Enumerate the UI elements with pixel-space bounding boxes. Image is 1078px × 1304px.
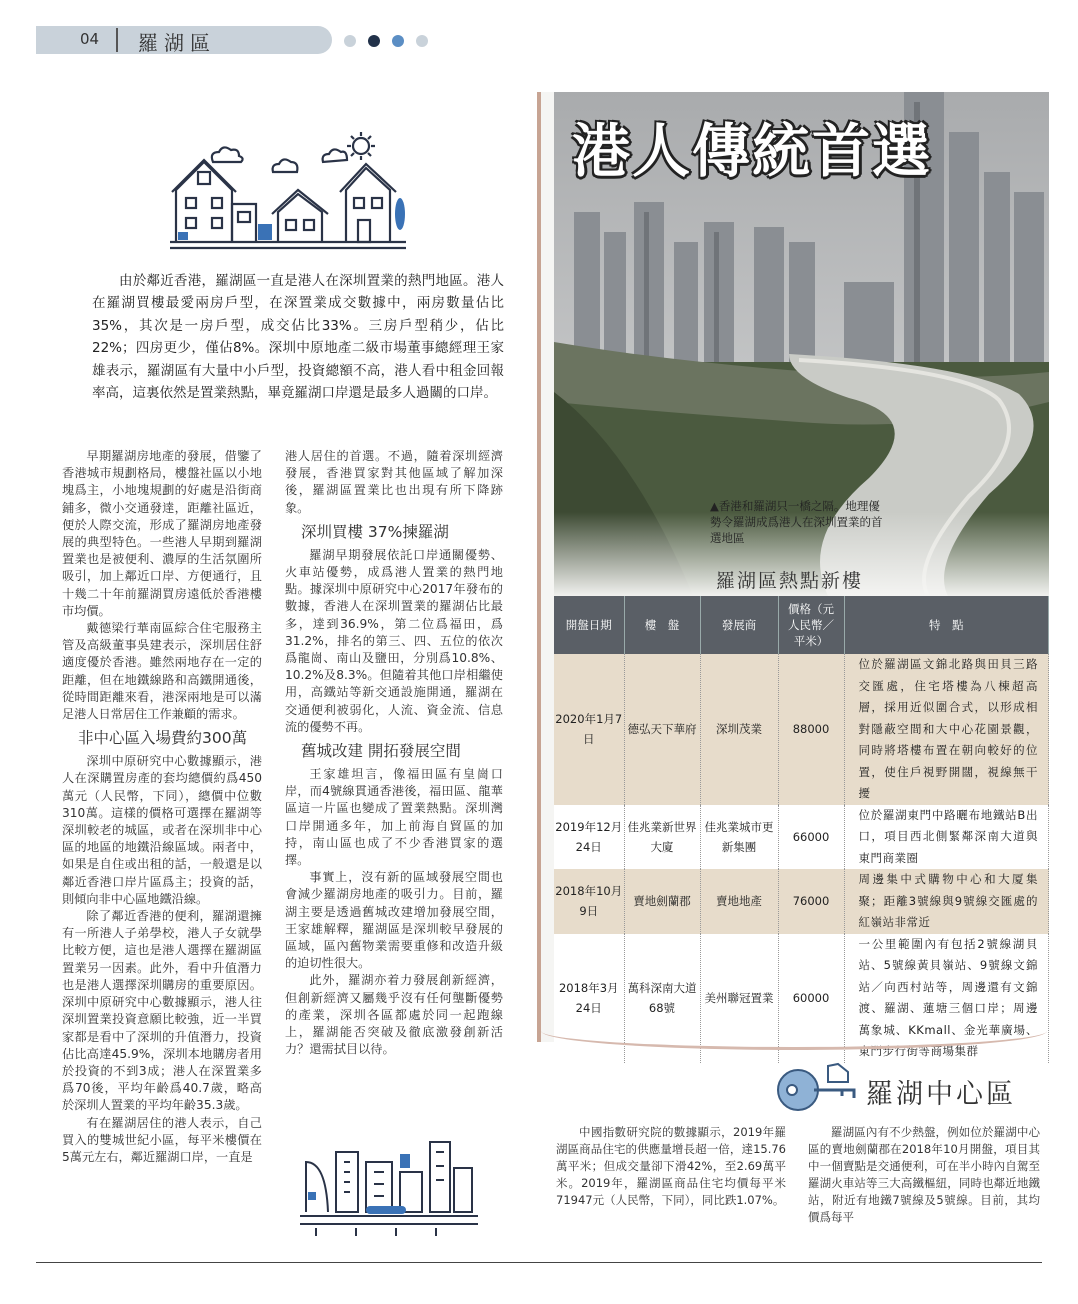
table-cell-developer: 佳兆業城市更新集團	[700, 805, 778, 870]
paragraph: 戴德梁行華南區綜合住宅服務主管及高級董事吳建表示，深圳居住舒適度優於香港。雖然兩地存在一定的距離，但在地鐵線路和高鐵開通後，從時間距離來看，港深兩地是可以滿足港人日常居住工作兼顧的需求。	[62, 621, 262, 722]
paragraph: 此外，羅湖亦着力發展創新經濟，但創新經濟又屬幾乎沒有任何壟斷優勢的產業，深圳各區都處於同一起跑線上，羅湖能否突破及徹底激發創新活力？還需拭目以待。	[285, 973, 503, 1057]
table-cell-property: 賣地劍蘭郡	[624, 869, 700, 934]
article-column-2	[285, 448, 503, 1059]
paragraph: 中國指數研究院的數據顯示，2019年羅湖區商品住宅的供應量增長超一倍，達15.76萬平米；但成交量卻下滑42%，至2.69萬平米。2019年，羅湖區商品住宅均價每平米71947元（人民幣，下同），同比跌1.07%。	[556, 1125, 786, 1207]
hot-property-table	[554, 596, 1049, 1063]
page-number: 04	[80, 30, 100, 48]
subheading: 舊城改建 開拓發展空間	[301, 742, 461, 761]
table-cell-date: 2020年1月7日	[554, 654, 624, 805]
table-cell-property: 萬科深南大道68號	[624, 934, 700, 1063]
page-bottom-rule	[36, 1262, 1042, 1263]
city-illustration	[296, 1132, 482, 1236]
houses-illustration	[168, 132, 408, 257]
article-column-1	[62, 448, 262, 1166]
table-cell-features: 位於羅湖東門中路曬布地鐵站B出口，項目西北側緊鄰深南大道與東門商業圈	[844, 805, 1049, 870]
header-dot	[416, 35, 428, 47]
paragraph: 王家雄坦言，像福田區有皇崗口岸，而4號線貫通香港後，福田區、龍華區這一片區也變成了置業熱點。深圳灣口岸開通多年，加上前海自貿區的加持，南山區也成了不少香港買家的選擇。	[285, 767, 503, 868]
table-row	[554, 869, 1049, 934]
table-cell-price: 66000	[778, 805, 844, 870]
table-cell-developer: 美州聯冠置業	[700, 934, 778, 1063]
table-cell-price: 88000	[778, 654, 844, 805]
table-cell-features: 位於羅湖區文錦北路與田貝三路交匯處，住宅塔樓為八棟超高層，採用近似圍合式，以形成相對隱蔽空間和大中心花園景觀，同時將塔樓布置在朝向較好的位置，使住戶視野開闊，視線無干擾	[844, 654, 1049, 805]
paragraph: 事實上，沒有新的區域發展空間也會減少羅湖房地產的吸引力。目前，羅湖主要是透過舊城改建增加發展空間，王家雄解釋，羅湖區是深圳較早發展的區域，區內舊物業需要重修和改造升級的迫切性很大。	[285, 870, 503, 971]
key-section-title: 羅湖中心區	[866, 1079, 1016, 1110]
paragraph: 早期羅湖房地產的發展，借鑒了香港城市規劃格局，樓盤社區以小地塊爲主，小地塊規劃的好處是沿街商鋪多，微小交通發達，距離社區近，便於人際交流，形成了羅湖房地產發展的典型特色。一些港人早期到羅湖置業也是被便利、濃厚的生活氛圍所吸引，加上鄰近口岸、方便通行，且十幾二十年前羅湖買房遠低於香港樓市均價。	[62, 449, 262, 618]
table-row	[554, 654, 1049, 805]
header-dot	[392, 35, 404, 47]
table-cell-price: 76000	[778, 869, 844, 934]
paragraph: 羅湖早期發展依託口岸通關優勢、火車站優勢，成爲港人置業的熱門地點。據深圳中原研究中心2017年發布的數據，香港人在深圳置業的羅湖佔比最多，達到36.9%，第二位爲福田，爲31.2%，排名的第三、四、五位的依次爲龍崗、南山及鹽田，分別爲10.8%、10.2%及8.3%。但隨着其他口岸相繼使用，高鐵站等新交通設施開通，羅湖在交通便利被弱化，人流、資金流、信息流的優勢不再。	[285, 547, 503, 734]
panel-accent-rule	[537, 92, 541, 1042]
key-section-left	[556, 1124, 786, 1209]
table-cell-property: 佳兆業新世界大廈	[624, 805, 700, 870]
key-icon	[776, 1062, 862, 1112]
photo-caption: ▲香港和羅湖只一橋之隔。地理優勢令羅湖成爲港人在深圳置業的首選地區	[710, 499, 883, 545]
table-cell-property: 德弘天下華府	[624, 654, 700, 805]
table-cell-date: 2018年3月24日	[554, 934, 624, 1063]
column-header: 價格（元人民幣／平米）	[778, 596, 844, 654]
key-section-right	[808, 1124, 1040, 1226]
lead-paragraph: 由於鄰近香港，羅湖區一直是港人在深圳置業的熱門地區。港人在羅湖買樓最愛兩房戶型，在深置業成交數據中，兩房數量佔比35%，其次是一房戶型，成交佔比33%。三房戶型稍少，佔比22%；四房更少，僅佔8%。深圳中原地產二級市場董事總經理王家雄表示，羅湖區有大量中小戶型，投資總額不高，港人看中租金回報率高，這裏依然是置業熱點，畢竟羅湖口岸還是最多人過關的口岸。	[92, 273, 504, 402]
subheading: 非中心區入場費約300萬	[78, 729, 248, 748]
table-header-row	[554, 596, 1049, 654]
header-divider	[116, 28, 118, 52]
table-cell-developer: 賣地地產	[700, 869, 778, 934]
column-header: 發展商	[700, 596, 778, 654]
header-dot	[368, 35, 380, 47]
section-title: 羅湖區	[138, 31, 216, 55]
paragraph: 羅湖區內有不少熱盤，例如位於羅湖中心區的賣地劍蘭郡在2018年10月開盤，項目其中一個賣點是交通便利，可在半小時內自駕至羅湖火車站等三大高鐵樞紐，同時也鄰近地鐵站，附近有地鐵7號線及5號線。目前，其均價爲每平	[808, 1125, 1040, 1224]
header-dot	[344, 35, 356, 47]
column-header: 開盤日期	[554, 596, 624, 654]
paragraph: 港人居住的首選。不過，隨着深圳經濟發展，香港買家對其他區域了解加深後，羅湖區置業比也出現有所下降跡象。	[285, 449, 503, 515]
column-header: 樓 盤	[624, 596, 700, 654]
column-header: 特 點	[844, 596, 1049, 654]
table-cell-date: 2019年12月24日	[554, 805, 624, 870]
table-cell-features: 周邊集中式購物中心和大厦集聚；距離3號線與9號線交匯處的紅嶺站非常近	[844, 869, 1049, 934]
panel-curve-decoration	[541, 1012, 1047, 1050]
table-cell-date: 2018年10月9日	[554, 869, 624, 934]
subheading: 深圳買樓 37%揀羅湖	[301, 522, 449, 541]
table-cell-features: 一公里範圍內有包括2號線湖貝站、5號線黃貝嶺站、9號線文錦站／向西村站等，周邊還有文錦渡、羅湖、蓮塘三個口岸；周邊萬象城、KKmall、金光華廣場、東門步行街等商場集群	[844, 934, 1049, 1063]
headline: 港人傳統首選	[572, 117, 933, 185]
paragraph: 有在羅湖居住的港人表示，自己買入的雙城世紀小區，每平米樓價在5萬元左右，鄰近羅湖口岸，一直是	[62, 1115, 262, 1164]
table-title: 羅湖區熱點新樓	[716, 570, 864, 592]
table-cell-developer: 深圳茂業	[700, 654, 778, 805]
table-row	[554, 805, 1049, 870]
paragraph: 深圳中原研究中心數據顯示，港人在深購置房產的套均總價約爲450萬元（人民幣，下同），總價中位數310萬。這樣的價格可選擇在羅湖等深圳較老的城區，或者在深圳非中心區的地區的地鐵沿線區域。兩者中，如果是自住或出租的話，一般還是以鄰近香港口岸片區爲主；投資的話，則傾向非中心區地鐵沿線。	[62, 754, 262, 906]
table-cell-price: 60000	[778, 934, 844, 1063]
paragraph: 除了鄰近香港的便利，羅湖還擁有一所港人子弟學校，港人子女就學比較方便，這也是港人選擇在羅湖區置業另一因素。此外，看中升值潛力也是港人選擇深圳購房的重要原因。深圳中原研究中心數據顯示，港人往深圳置業投資意願比較強，近一半買家都是看中了深圳的升值潛力，投資佔比高達45.9%，深圳本地購房者用於投資的不到3成；港人在深置業多爲70後，平均年齡爲40.7歲，略高於深圳人置業的平均年齡35.3歲。	[62, 909, 262, 1113]
